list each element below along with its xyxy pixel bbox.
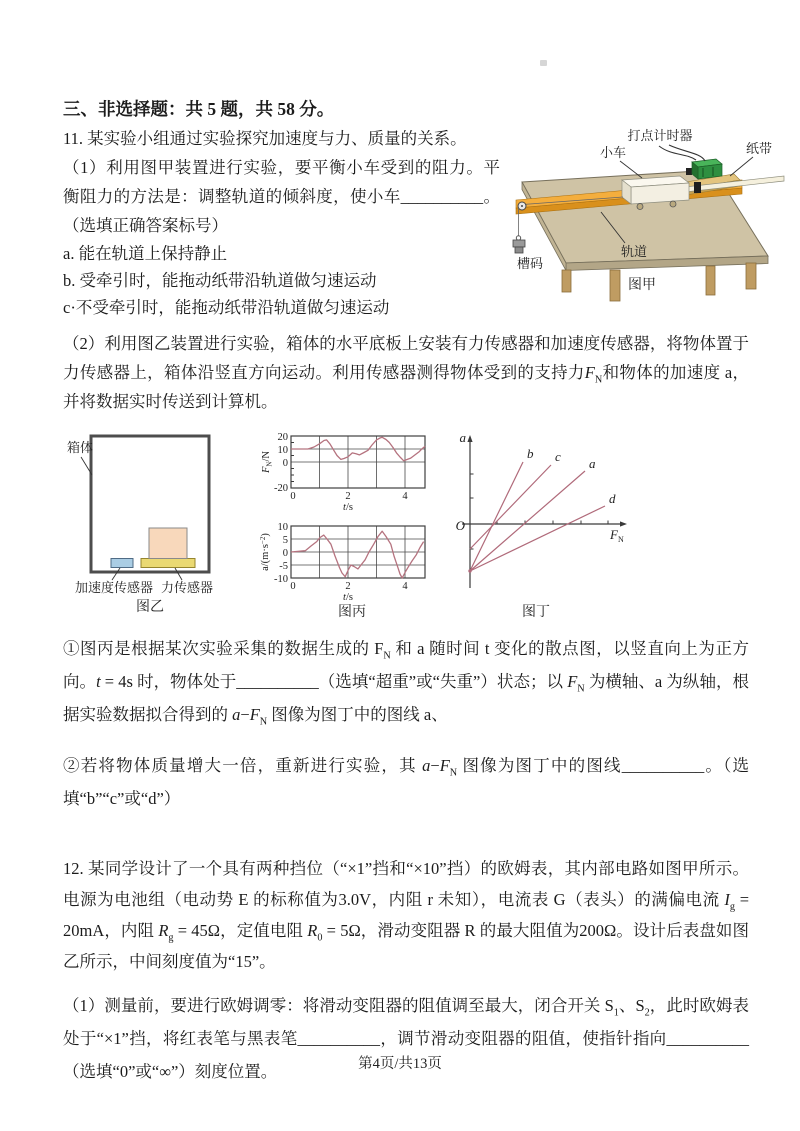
cart-label: 小车: [599, 145, 627, 160]
plot-a-vs-t: [259, 522, 425, 603]
svg-text:20: 20: [277, 432, 288, 443]
accelerometer: [111, 559, 133, 568]
figure-yi-box-diagram: [63, 426, 251, 620]
svg-text:2: 2: [345, 491, 351, 502]
line-a: [470, 471, 585, 571]
q12-part1: （1）测量前，要进行欧姆调零：将滑动变阻器的阻值调至最大，闭合开关 $S_1$、$S_2$，此时欧姆表处于“×1”挡，将红表笔与黑表笔__________，调节滑动变阻器的阻值，使指针指向__________（选填“0”或“∞”）刻度位置。: [63, 996, 750, 1081]
line-b-label: b: [527, 446, 534, 461]
plot1-xlabel: t/s: [343, 502, 353, 513]
apparatus-diagram: [510, 126, 795, 308]
ding-axes: [462, 435, 627, 588]
section-header: 三、非选择题：共 5 题，共 58 分。: [63, 99, 335, 119]
svg-text:2: 2: [345, 581, 351, 592]
svg-text:5: 5: [282, 535, 288, 546]
q11-option-c: c·不受牵引时，能拖动纸带沿轨道做匀速运动: [63, 298, 390, 317]
tape-clamp: [694, 182, 701, 193]
svg-text:0: 0: [282, 458, 288, 469]
line-d-label: d: [609, 491, 616, 506]
q11-option-b: b. 受牵引时，能拖动纸带沿轨道做匀速运动: [63, 271, 377, 290]
page-content: [63, 94, 773, 1088]
plot2-xlabel: t/s: [343, 592, 353, 603]
svg-text:0: 0: [282, 548, 288, 559]
object-block: [149, 528, 187, 559]
box-label: 箱体: [67, 440, 94, 455]
q11-part2: （2）利用图乙装置进行实验，箱体的水平底板上安装有力传感器和加速度传感器，将物体置于力传感器上，箱体沿竖直方向运动。利用传感器测得物体受到的支持力$F_N$和物体的加速度 a，并将数据实时传送到计算机。: [63, 334, 750, 411]
svg-text:4: 4: [402, 581, 408, 592]
line-d: [470, 506, 605, 571]
figure-bing-plots: [257, 426, 442, 620]
q11-option-a: a. 能在轨道上保持静止: [63, 244, 228, 263]
line-b: [470, 462, 523, 571]
force-label: 力传感器: [160, 580, 214, 595]
line-a-label: a: [589, 456, 596, 471]
svg-text:-20: -20: [274, 483, 288, 494]
svg-text:0: 0: [290, 491, 296, 502]
svg-text:4: 4: [402, 491, 408, 502]
figures-row: [63, 426, 749, 622]
ding-ylabel: a: [459, 430, 466, 445]
force-sensor-base: [141, 559, 195, 568]
plot2-ylabel: $a/(m\cdot s^{-2})$: [259, 533, 271, 571]
q11-part1: （1）利用图甲装置进行实验，要平衡小车受到的阻力。平衡阻力的方法是：调整轨道的倾斜度，使小车__________。（选填正确答案标号）: [63, 158, 501, 235]
ding-origin: O: [455, 518, 465, 533]
hanging-weight: [513, 240, 525, 247]
timer-label: 打点计时器: [627, 128, 693, 143]
q11-intro: 11. 某实验小组通过实验探究加速度与力、质量的关系。: [63, 129, 467, 148]
figure-yi-caption: 图乙: [136, 600, 164, 615]
svg-text:-10: -10: [274, 574, 288, 585]
svg-text:0: 0: [290, 581, 296, 592]
accel-label: 加速度传感器: [74, 580, 154, 595]
weight-label: 槽码: [516, 256, 544, 271]
track-label: 轨道: [620, 244, 648, 259]
svg-text:-5: -5: [279, 561, 288, 572]
figure-ding-graph: [448, 426, 638, 620]
q11-sub-question-2: ②若将物体质量增大一倍，重新进行实验，其 $a-F_N$ 图像为图丁中的图线__________。（选填“b”“c”或“d”）: [63, 756, 750, 808]
plot1-ylabel: $F_N/N$: [261, 451, 274, 473]
svg-text:10: 10: [277, 522, 288, 533]
ding-lines: [468, 462, 605, 573]
figure-jia-caption: 图甲: [628, 278, 656, 293]
q11-sub-question-1: ①图丙是根据某次实验采集的数据生成的 $F_N$ 和 a 随时间 t 变化的散点图，以竖直向上为正方向。t = 4s 时，物体处于__________（选填“超重”或“失重”）状态；以 $F_N$ 为横轴、a 为纵轴，根据实验数据拟合得到的 $a-F_N$ 图像为图丁中的图线 a、: [63, 639, 750, 728]
svg-text:10: 10: [277, 445, 288, 456]
figure-bing-caption: 图丙: [338, 605, 366, 620]
question-11: [63, 124, 773, 815]
timer-wires: [659, 145, 705, 161]
figure-ding-caption: 图丁: [522, 605, 550, 620]
tape-label: 纸带: [745, 141, 773, 156]
figure-jia-apparatus: [510, 126, 795, 308]
line-c-label: c: [555, 449, 561, 464]
plot-fn-vs-t: [261, 432, 425, 513]
page-footer: 第4页/共13页: [358, 1056, 442, 1072]
scan-artifact-dot: [540, 60, 547, 66]
ding-xlabel: $F_N$: [610, 527, 624, 544]
q12-intro: 12. 某同学设计了一个具有两种挡位（“×1”挡和“×10”挡）的欧姆表，其内部电路如图甲所示。电源为电池组（电动势 E 的标称值为3.0V，内阻 r 未知），电流表 G（表头）的满偏电流 $I_g = 20mA$，内阻 $R_g = 45\Omega$，定值电阻 $R_0 = 5\Omega$，滑动变阻器 R 的最大阻值为200Ω。设计后表盘如图乙所示，中间刻度值为“15”。: [63, 859, 749, 971]
